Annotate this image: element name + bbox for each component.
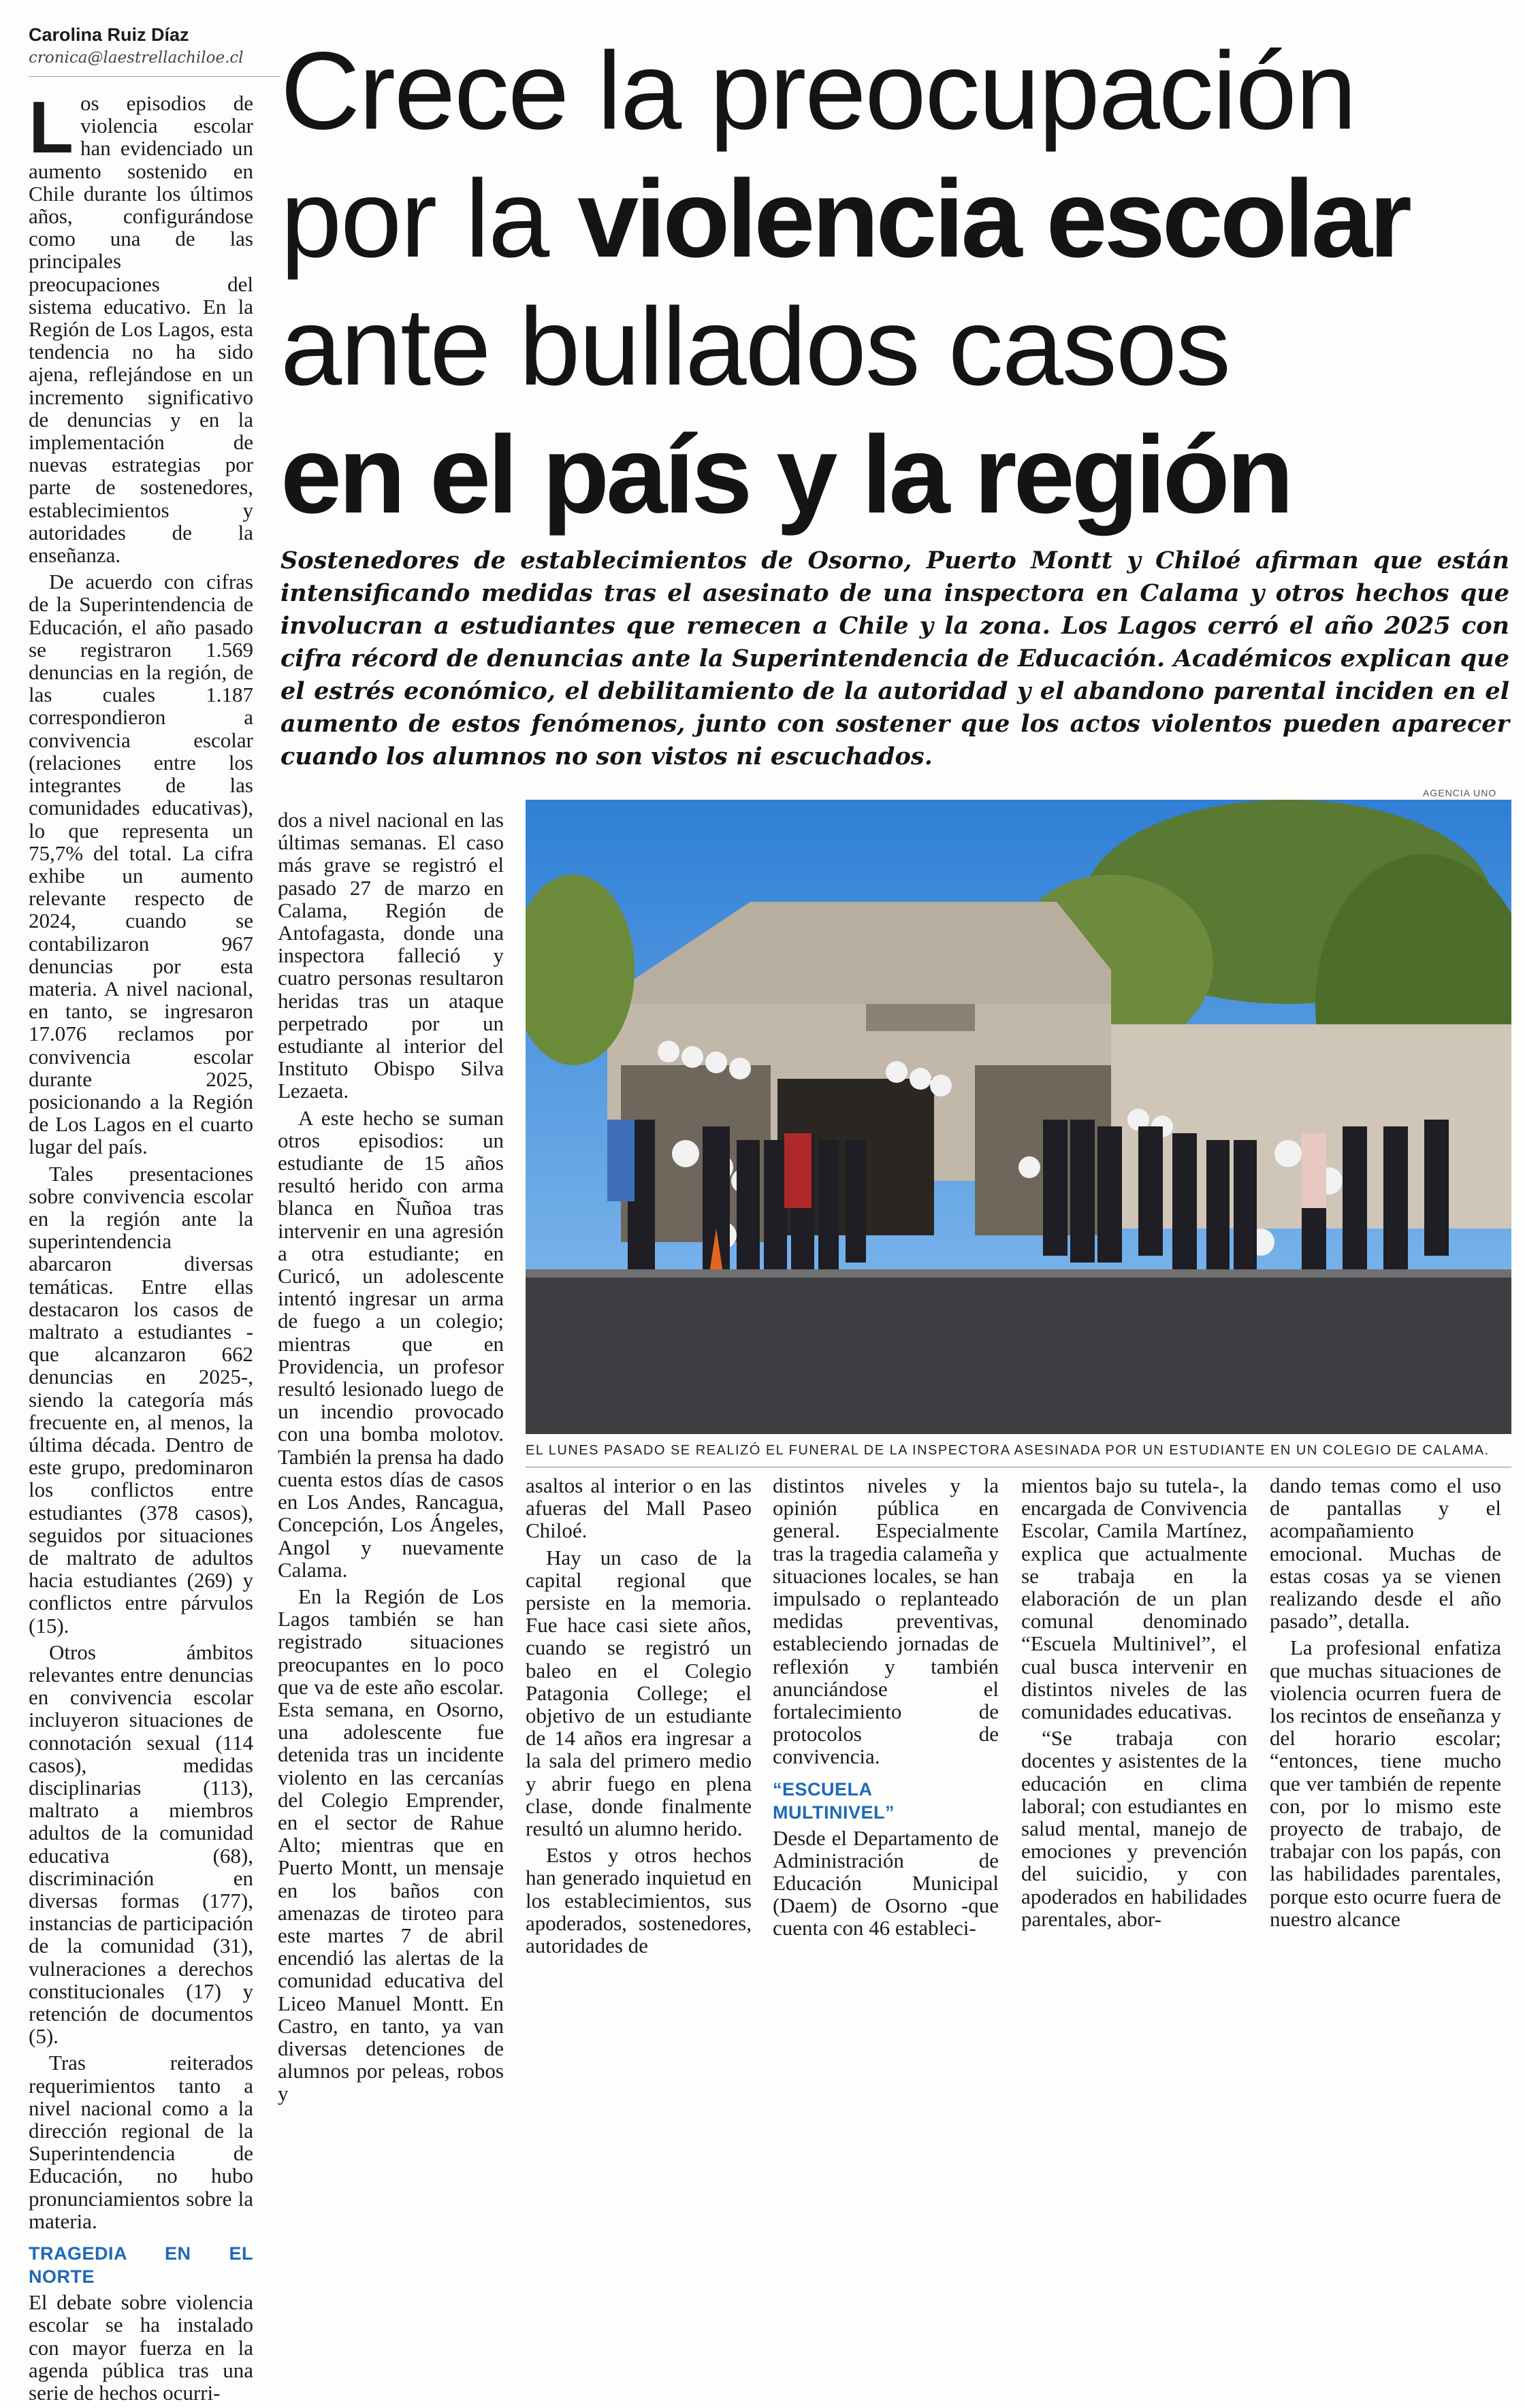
col1-paragraph-2: De acuerdo con cifras de la Superintendencia de Educación, el año pasado se registraron 1.569 denuncias en la región, de las cuales 1.187 correspondieron a convivencia escolar (relaciones entre los integrantes de las comunidades educativas), lo que representa un 75,7% del total. La cifra exhibe un aumento relevante respecto de 2024, cuando se contabilizaron 967 denuncias por esta materia. A nivel nacional, en tanto, se ingresaron 17.076 reclamos por convivencia escolar durante 2025, posicionando a la Región de Los Lagos en el cuarto lugar del país. [29,570,253,1159]
column-5 [1021,1474,1247,1934]
lead-paragraph: Sostenedores de establecimientos de Osorno, Puerto Montt y Chiloé afirman que están intensificando medidas tras el asesinato de una inspectora en Calama y otros hechos que involucran a estudiantes que remecen a Chile y la zona. Los Lagos cerró el año 2025 con cifra récord de denuncias ante la Superintendencia de Educación. Académicos explican que el estrés económico, el debilitamiento de la autoridad y el abandono parental inciden en el aumento de estos fenómenos, junto con sostener que los actos violentos pueden aparecer cuando los alumnos no son vistos ni escuchados. [280,547,1509,770]
col6-paragraph-2: La profesional enfatiza que muchas situaciones de violencia ocurren fuera de los recintos de enseñanza y del horario escolar; “entonces, tiene mucho que ver también de repente con, por lo mismo este proyecto de trabajo, de trabajar con los papás, con las habilidades parentales, porque esto ocurre fuera de nuestro alcance [1270,1636,1501,1931]
col3-paragraph-1: asaltos al interior o en las afueras del Mall Paseo Chiloé. [526,1474,752,1543]
byline-author: Carolina Ruiz Díaz [29,25,189,45]
funeral-photo [526,800,1511,1434]
headline-line-2 [280,155,1506,283]
col4-paragraph-1: distintos niveles y la opinión pública en general. Especialmente tras la tragedia calameña y situaciones locales, se han impulsado o replanteado medidas preventivas, estableciendo jornadas de reflexión y también anunciándose el fortalecimiento de protocolos de convivencia. [773,1474,999,1769]
subhead-escuela-multinivel: “ESCUELA MULTINIVEL” [773,1778,895,1823]
column-4 [773,1474,999,1944]
byline-divider [29,76,280,77]
col3-paragraph-3: Estos y otros hechos han generado inquietud en los establecimientos, sus apoderados, sostenedores, autoridades de [526,1843,752,1958]
col1-paragraph-5: Tras reiterados requerimientos tanto a nivel nacional como a la dirección regional de la Superintendencia de Educación, no hubo pronunciamientos sobre la materia. [29,2051,253,2233]
subhead-tragedia: TRAGEDIA EN EL NORTE [29,2243,253,2288]
column-6 [1270,1474,1501,1934]
headline-line-2-light: por la [280,157,578,280]
funeral-photo-illustration [526,800,1511,1434]
col2-paragraph-2: A este hecho se suman otros episodios: un estudiante de 15 años resultó herido con arma blanca en Ñuñoa tras intervenir en una agresión a otra estudiante; en Curicó, un adolescente intentó ingresar un arma de fuego a un colegio; mientras que en Providencia, un profesor resultó lesionado luego de un incendio provocado con una bomba molotov. También la prensa ha dado cuenta estos días de casos en Los Andes, Rancagua, Concepción, Los Ángeles, Angol y nuevamente Calama. [278,1105,504,1582]
column-3 [526,1474,752,1961]
col1-paragraph-3: Tales presentaciones sobre convivencia escolar en la región ante la superintendencia abarcaron diversas temáticas. Entre ellas destacaron los casos de maltrato a estudiantes -que alcanzaron 662 denuncias en 2025-, siendo la categoría más frecuente en, al menos, la última década. Dentro de este grupo, predominaron los conflictos entre estudiantes (378 casos), seguidos por situaciones de maltrato de adultos hacia estudiantes (269) y conflictos entre párvulos (15). [29,1161,253,1638]
col2-paragraph-1: dos a nivel nacional en las últimas semanas. El caso más grave se registró el pasado 27 de marzo en Calama, Región de Antofagasta, donde una inspectora falleció y cuatro personas resultaron heridas tras un ataque perpetrado por un estudiante al interior del Instituto Obispo Silva Lezaeta. [278,808,504,1103]
headline [280,27,1506,539]
photo-caption: EL LUNES PASADO SE REALIZÓ EL FUNERAL DE LA INSPECTORA ASESINADA POR UN ESTUDIANTE EN UN COLEGIO DE CALAMA. [526,1443,1490,1458]
col2-paragraph-3: En la Región de Los Lagos también se han registrado situaciones preocupantes en lo poco que va de este año escolar. Esta semana, en Osorno, una adolescente fue detenida tras un incidente violento en las cercanías del Colegio Emprender, en el sector de Rahue Alto; mientras que en Puerto Montt, un mensaje en los baños con amenazas de tiroteo para este martes 7 de abril encendió las alertas de la comunidad educativa del Liceo Manuel Montt. En Castro, en tanto, ya van diversas detenciones de alumnos por peleas, robos y [278,1584,504,2106]
col1-p1-text: os episodios de violencia escolar han evidenciado un aumento sostenido en Chile durante los últimos años, configurándose como una de las principales preocupaciones del sistema educativo. En la Región de Los Lagos, esta tendencia no ha sido ajena, reflejándose en un incremento significativo de denuncias y en la implementación de nuevas estrategias por parte de sostenedores, establecimientos y autoridades de la enseñanza. [29,91,253,568]
headline-line-1: Crece la preocupación [280,29,1355,152]
col1-paragraph-6: El debate sobre violencia escolar se ha instalado con mayor fuerza en la agenda pública tras una serie de hechos ocurri- [29,2290,253,2405]
column-2 [278,809,504,2109]
drop-cap: L [29,86,74,168]
headline-line-4: en el país y la región [280,413,1291,536]
photo-credit: AGENCIA UNO [1423,787,1497,798]
headline-line-3: ante bullados casos [280,285,1230,408]
col5-paragraph-2: “Se trabaja con docentes y asistentes de la educación en clima laboral; con estudiantes en salud mental, manejo de emociones y prevención del suicidio, y con apoderados en habilidades parentales, abor- [1021,1726,1247,1931]
byline-email[interactable]: cronica@laestrellachiloe.cl [29,49,244,67]
column-1 [29,86,253,2408]
col3-paragraph-2: Hay un caso de la capital regional que persiste en la memoria. Fue hace casi siete años, cuando se registró un baleo en el Colegio Patagonia College; el objetivo de un estudiante de 14 años era ingresar a la sala del primero medio y abrir fuego en plena clase, donde finalmente resultó un alumno herido. [526,1545,752,1841]
col6-paragraph-1: dando temas como el uso de pantallas y el acompañamiento emocional. Muchas de estas cosas ya se vienen realizando desde el año pasado”, detalla. [1270,1474,1501,1633]
headline-line-2-bold: violencia escolar [577,157,1409,280]
col5-paragraph-1: mientos bajo su tutela-, la encargada de Convivencia Escolar, Camila Martínez, explica que actualmente se trabaja en la elaboración de un plan comunal denominado “Escuela Multinivel”, el cual busca intervenir en distintos niveles de las comunidades educativas. [1021,1474,1247,1724]
col1-paragraph-1 [29,86,253,568]
col1-paragraph-4: Otros ámbitos relevantes entre denuncias en convivencia escolar incluyeron situaciones de connotación sexual (114 casos), medidas disciplinarias (113), maltrato a miembros adultos de la comunidad educativa (68), discriminación en diversas formas (177), instancias de participación de la comunidad (31), vulneraciones a derechos constitucionales (17) y retención de documentos (5). [29,1640,253,2049]
col4-paragraph-2: Desde el Departamento de Administración de Educación Municipal (Daem) de Osorno -que cuenta con 46 estableci- [773,1825,999,1940]
